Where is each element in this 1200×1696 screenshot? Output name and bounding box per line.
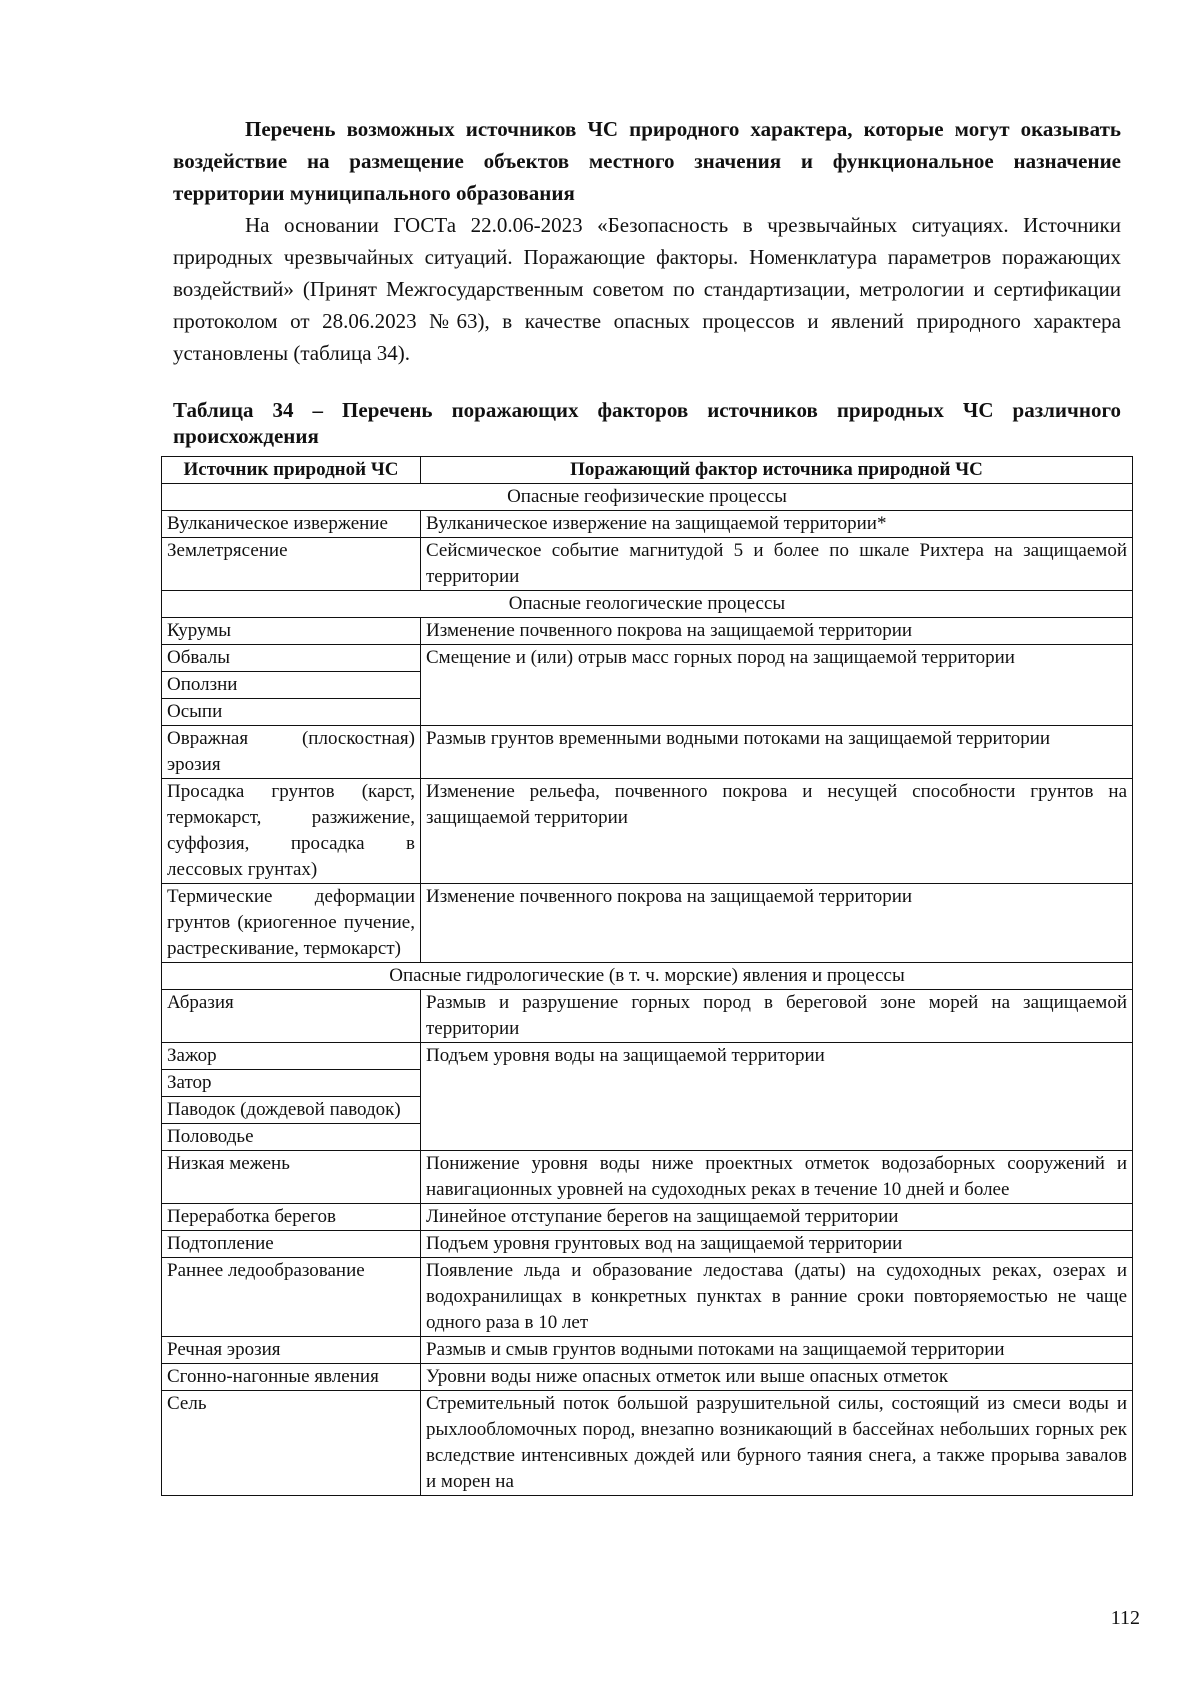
factor-cell: Понижение уровня воды ниже проектных отметок водозаборных сооружений и навигационных уровней на судоходных реках в течение 10 дней и более	[421, 1151, 1133, 1204]
table-row	[162, 1231, 1133, 1258]
source-cell: Затор	[162, 1070, 421, 1097]
factor-cell: Стремительный поток большой разрушительной силы, состоящий из смеси воды и рыхлообломочных пород, внезапно возникающий в бассейнах небольших горных рек вследствие интенсивных дождей или бурного таяния снега, а также прорыва завалов и морен на	[421, 1391, 1133, 1496]
table-header-row	[162, 457, 1133, 484]
factor-cell: Линейное отступание берегов на защищаемой территории	[421, 1204, 1133, 1231]
table-row	[162, 884, 1133, 963]
section-heading: Перечень возможных источников ЧС природного характера, которые могут оказывать воздействие на размещение объектов местного значения и функциональное назначение территории муниципального образования	[173, 117, 1121, 205]
factor-cell: Размыв и разрушение горных пород в береговой зоне морей на защищаемой территории	[421, 990, 1133, 1043]
table-row	[162, 1258, 1133, 1337]
factor-cell: Изменение рельефа, почвенного покрова и несущей способности грунтов на защищаемой территории	[421, 779, 1133, 884]
source-cell: Переработка берегов	[162, 1204, 421, 1231]
source-cell: Землетрясение	[162, 538, 421, 591]
table-row	[162, 1043, 1133, 1070]
header-source: Источник природной ЧС	[162, 457, 421, 484]
section-geophysical: Опасные геофизические процессы	[162, 484, 1133, 511]
source-cell: Вулканическое извержение	[162, 511, 421, 538]
source-cell: Подтопление	[162, 1231, 421, 1258]
source-cell: Сель	[162, 1391, 421, 1496]
factor-cell: Уровни воды ниже опасных отметок или выше опасных отметок	[421, 1364, 1133, 1391]
table-row	[162, 1151, 1133, 1204]
source-cell: Зажор	[162, 1043, 421, 1070]
factor-cell: Подъем уровня воды на защищаемой территории	[421, 1043, 1133, 1151]
header-factor: Поражающий фактор источника природной ЧС	[421, 457, 1133, 484]
source-cell: Овражная (плоскостная) эрозия	[162, 726, 421, 779]
source-cell: Низкая межень	[162, 1151, 421, 1204]
factor-cell: Размыв грунтов временными водными потоками на защищаемой территории	[421, 726, 1133, 779]
source-cell: Просадка грунтов (карст, термокарст, разжижение, суффозия, просадка в лессовых грунтах)	[162, 779, 421, 884]
source-cell: Оползни	[162, 672, 421, 699]
table-row	[162, 511, 1133, 538]
source-cell: Речная эрозия	[162, 1337, 421, 1364]
source-cell: Обвалы	[162, 645, 421, 672]
source-cell: Абразия	[162, 990, 421, 1043]
intro-paragraph: На основании ГОСТа 22.0.06-2023 «Безопасность в чрезвычайных ситуациях. Источники природных чрезвычайных ситуаций. Поражающие факторы. Номенклатура параметров поражающих воздействий» (Принят Межгосударственным советом по стандартизации, метрологии и сертификации протоколом от 28.06.2023 №63), в качестве опасных процессов и явлений природного характера установлены (таблица 34).	[173, 213, 1121, 365]
source-cell: Сгонно-нагонные явления	[162, 1364, 421, 1391]
factor-cell: Вулканическое извержение на защищаемой территории*	[421, 511, 1133, 538]
source-cell: Осыпи	[162, 699, 421, 726]
source-cell: Курумы	[162, 618, 421, 645]
hazards-table	[161, 456, 1133, 1496]
source-cell: Раннее ледообразование	[162, 1258, 421, 1337]
section-row	[162, 484, 1133, 511]
table-row	[162, 1204, 1133, 1231]
table-caption: Таблица 34 – Перечень поражающих факторов источников природных ЧС различного происхождения	[173, 398, 1121, 448]
table-row	[162, 726, 1133, 779]
section-geological: Опасные геологические процессы	[162, 591, 1133, 618]
factor-cell: Смещение и (или) отрыв масс горных пород на защищаемой территории	[421, 645, 1133, 726]
source-cell: Паводок (дождевой паводок)	[162, 1097, 421, 1124]
factor-cell: Сейсмическое событие магнитудой 5 и более по шкале Рихтера на защищаемой территории	[421, 538, 1133, 591]
section-row	[162, 963, 1133, 990]
factor-cell: Размыв и смыв грунтов водными потоками на защищаемой территории	[421, 1337, 1133, 1364]
table-row	[162, 618, 1133, 645]
factor-cell: Появление льда и образование ледостава (даты) на судоходных реках, озерах и водохранилищах в конкретных пунктах в ранние сроки повторяемостью не чаще одного раза в 10 лет	[421, 1258, 1133, 1337]
factor-cell: Изменение почвенного покрова на защищаемой территории	[421, 884, 1133, 963]
table-row	[162, 645, 1133, 672]
table-row	[162, 538, 1133, 591]
table-row	[162, 1364, 1133, 1391]
table-row	[162, 1337, 1133, 1364]
page-number: 112	[1110, 1607, 1140, 1629]
factor-cell: Подъем уровня грунтовых вод на защищаемой территории	[421, 1231, 1133, 1258]
table-row	[162, 779, 1133, 884]
table-row	[162, 990, 1133, 1043]
section-row	[162, 591, 1133, 618]
section-hydrological: Опасные гидрологические (в т. ч. морские) явления и процессы	[162, 963, 1133, 990]
source-cell: Термические деформации грунтов (криогенное пучение, растрескивание, термокарст)	[162, 884, 421, 963]
source-cell: Половодье	[162, 1124, 421, 1151]
table-row	[162, 1391, 1133, 1496]
factor-cell: Изменение почвенного покрова на защищаемой территории	[421, 618, 1133, 645]
